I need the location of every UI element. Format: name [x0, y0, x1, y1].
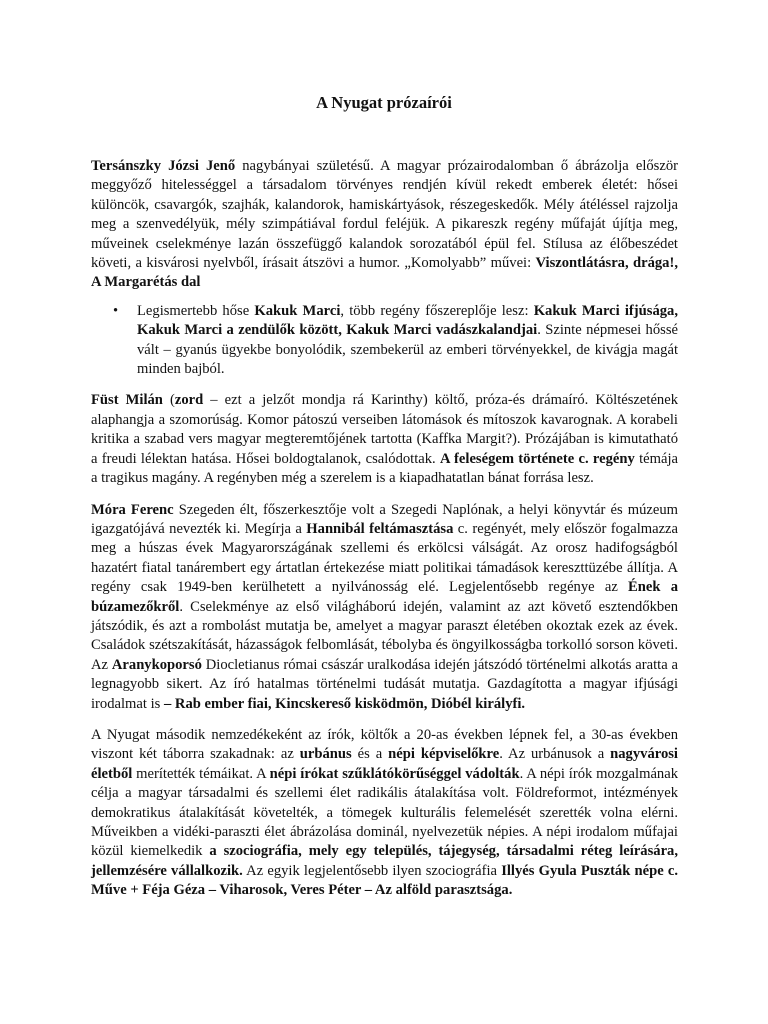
- text-run: Diocletianus római császár uralkodása idején játszódó történelmi alkotás aratta a legnagyobb sikert. Az író hatalmas történelmi tudását mutatja. Gazdagította a magyar ifjúsági irodalmat is: [91, 656, 678, 712]
- bold-text-run: Illyés Gyula Puszták népe c. Műve + Féja Géza – Viharosok, Veres Péter – Az alföld parasztsága.: [91, 862, 678, 899]
- bold-text-run: Viszontlátásra, drága!, A Margarétás dal: [91, 255, 678, 291]
- text-run: nagybányai születésű. A magyar prózairodalomban ő ábrázolja először meggyőző hitelességgel a társadalom törvényes rendjén kívül rekedt emberek életét: hősei különcök, csavargók, szajhák, kalandorok, hamiskártyások, részegeskedők. Mély átéléssel rajzolja meg a szenvedélyük, mély szimpátiával fordul feléjük. A pikareszk regény műfaját újítja meg, műveinek cselekménye lazán összefüggő kalandok sorozatából épül fel. Stílusa az élőbeszédet követi, a kisvárosi nyelvből, írásait átszövi a humor. „Komolyabb” művei:: [91, 158, 678, 272]
- bold-text-run: Kakuk Marci ifjúsága, Kakuk Marci a zendülők között, Kakuk Marci vadászkalandjai: [137, 302, 678, 339]
- bold-text-run: urbánus: [299, 746, 352, 763]
- bold-text-run: népi képviselőkre: [388, 746, 500, 763]
- text-run: , több regény főszereplője lesz:: [340, 302, 534, 319]
- bold-text-run: Füst Milán: [91, 392, 163, 409]
- bold-text-run: népi írókat szűklátókörűséggel vádolták: [269, 765, 520, 782]
- document-body: [91, 157, 678, 901]
- bold-text-run: zord: [174, 392, 204, 409]
- text-run: Az egyik legjelentősebb ilyen szociográfia: [242, 862, 502, 879]
- bold-text-run: – Rab ember fiai, Kincskereső kisködmön, Dióbél királyfi.: [163, 695, 526, 712]
- text-run: témája a tragikus magány. A regényben még a szerelem is a kiapadhatatlan bánat forrása lesz.: [91, 450, 679, 487]
- list-item: [91, 302, 678, 380]
- text-run: – ezt a jelzőt mondja rá Karinthy) költő, próza-és drámaíró. Költészetének alaphangja a szomorúság. Komor pátoszú verseiben látomások és mítoszok kavarognak. A korabeli kritika a szabad vers magyar megteremtőjének tartotta (Kaffka Margit?). Prózájában is kimutatható a freudi lélektan hatása. Hősei boldogtalanok, csalódottak.: [91, 392, 678, 467]
- bold-text-run: A feleségem története c. regény: [440, 450, 635, 467]
- text-run: merítették témáikat. A: [132, 765, 270, 782]
- text-run: . Szinte népmesei hőssé vált – gyanús ügyekbe bonyolódik, szembekerül az emberi törvényekkel, de kivágja magát minden bajból.: [137, 322, 678, 378]
- paragraph-tersanszky: [91, 157, 678, 293]
- bold-text-run: Kakuk Marci: [254, 302, 341, 319]
- paragraph-fust-milan: [91, 391, 678, 488]
- paragraph-nyugat-masodik-nemzedek: [91, 726, 678, 901]
- bold-text-run: Móra Ferenc: [91, 501, 174, 518]
- bold-text-run: nagyvárosi életből: [91, 746, 678, 782]
- bold-text-run: Hannibál feltámasztása: [306, 520, 454, 537]
- page-title: A Nyugat prózaírói: [316, 93, 452, 112]
- bullet-text: [137, 302, 678, 380]
- bold-text-run: Tersánszky Józsi Jenő: [91, 158, 236, 174]
- bold-text-run: Aranykoporsó: [111, 656, 202, 673]
- paragraph-mora-ferenc: [91, 501, 678, 714]
- text-run: c. regényét, mely először fogalmazza meg a húszas évek Magyarországának szellemi és erkölcsi válságát. Az orosz hadifogságból hazatért fiatal tanárembert egy ártatlan értekezése miatt politikai támadások kereszttüzébe állítja. A regény csak 1949-ben kerülhetett a nyilvánosság elé. Legjelentősebb regénye az: [91, 520, 679, 596]
- text-run: . Cselekménye az első világháború idején, valamint az azt követő esztendőkben játszódik, és azt a rombolást mutatja be, amelyet a magyar paraszt életében okoztak ezek az évek. Családok szétszakítását, házasságok felbomlását, tébolyba és öngyilkosságba torkolló sorson követi. Az: [91, 598, 678, 673]
- bold-text-run: Ének a búzamezőkről: [91, 579, 678, 615]
- text-run: A Nyugat második nemzedékeként az írók, költők a 20-as években lépnek fel, a 30-as években viszont két táborra szakadnak: az: [91, 726, 678, 763]
- bullet-icon: •: [113, 302, 119, 319]
- text-run: Legismertebb hőse: [137, 302, 255, 319]
- text-run: és a: [351, 746, 389, 763]
- bullet-list: [91, 302, 678, 380]
- bold-text-run: a szociográfia, mely egy település, tájegység, társadalmi réteg leírására, jellemzésére vállalkozik.: [91, 843, 678, 879]
- text-run: Szegeden élt, főszerkesztője volt a Szegedi Naplónak, a helyi könyvtár és múzeum igazgatójává nevezték ki. Megírja a: [91, 501, 679, 537]
- text-run: . A népi írók mozgalmának célja a magyar társadalmi és szellemi élet radikális átalakítása volt. Földreformot, intézmények demokratikus átalakítását követelték, a tömegek kulturális felemelését szerették volna elérni. Műveikben a vidéki-paraszti élet ábrázolása dominál, nyelvezetük népies. A népi irodalom műfajai közül kiemelkedik: [91, 765, 678, 860]
- text-run: (: [162, 392, 175, 409]
- text-run: . Az urbánusok a: [499, 746, 611, 763]
